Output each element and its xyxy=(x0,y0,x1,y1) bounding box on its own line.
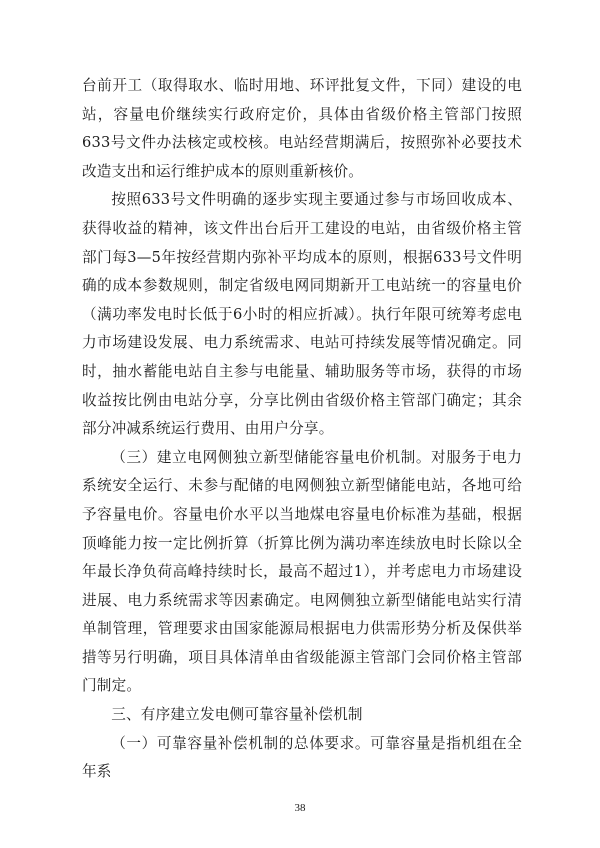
section-heading-3: 三、有序建立发电侧可靠容量补偿机制 xyxy=(111,706,363,724)
page-body xyxy=(82,72,522,787)
paragraph-capacity-price-rule: 按照633号文件明确的逐步实现主要通过参与市场回收成本、获得收益的精神，该文件出台后开工建设的电站，由省级价格主管部门每3—5年按经营期内弥补平均成本的原则，根据633号文件明确的成本参数规则，制定省级电网同期新开工电站统一的容量电价（满功率发电时长低于6小时的相应折减）。执行年限可统筹考虑电力市场建设发展、电力系统需求、电站可持续发展等情况确定。同时，抽水蓄能电站自主参与电能量、辅助服务等市场，获得的市场收益按比例由电站分享，分享比例由省级价格主管部门确定；其余部分冲减系统运行费用、由用户分享。 xyxy=(82,191,522,438)
paragraph-section-1-requirements: （一）可靠容量补偿机制的总体要求。可靠容量是指机组在全年系 xyxy=(82,734,522,781)
page-number: 38 xyxy=(294,802,306,814)
paragraph-continuation: 台前开工（取得取水、临时用地、环评批复文件，下同）建设的电站，容量电价继续实行政府定价，具体由省级价格主管部门按照633号文件办法核定或校核。电站经营期满后，按照弥补必要技术改造支出和运行维护成本的原则重新核价。 xyxy=(82,77,522,180)
paragraph-section-3-storage: （三）建立电网侧独立新型储能容量电价机制。对服务于电力系统安全运行、未参与配储的电网侧独立新型储能电站，各地可给予容量电价。容量电价水平以当地煤电容量电价标准为基础，根据顶峰能力按一定比例折算（折算比例为满功率连续放电时长除以全年最长净负荷高峰持续时长，最高不超过1），并考虑电力市场建设进展、电力系统需求等因素确定。电网侧独立新型储能电站实行清单制管理，管理要求由国家能源局根据电力供需形势分析及保供举措等另行明确，项目具体清单由省级能源主管部门会同价格主管部门制定。 xyxy=(82,448,522,695)
